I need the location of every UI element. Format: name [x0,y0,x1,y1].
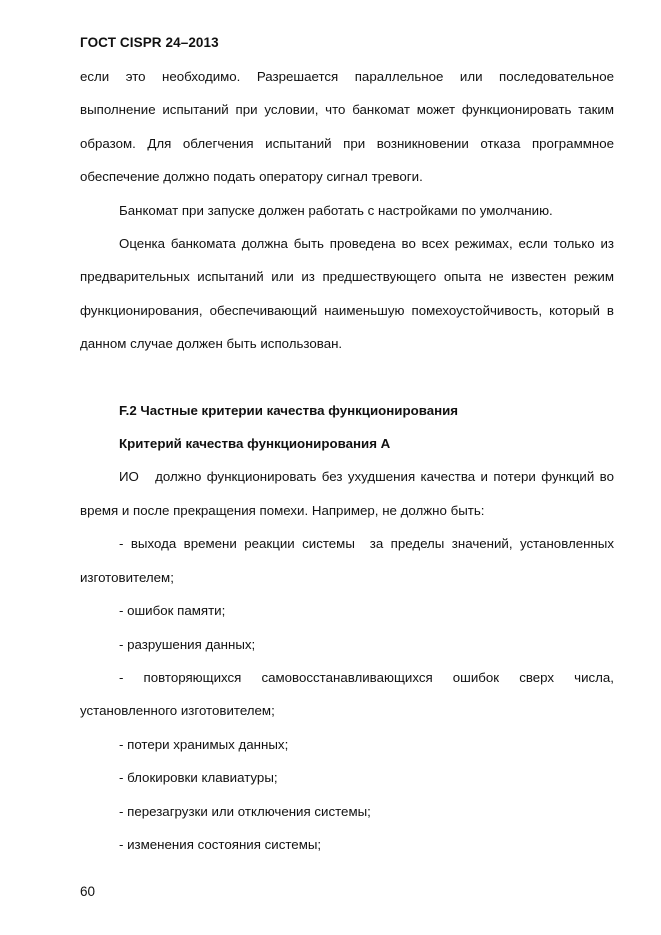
section-spacer [80,361,614,394]
list-item: - ошибок памяти; [119,603,226,619]
section-heading: F.2 Частные критерии качества функционирования [119,402,459,418]
list-item: - потери хранимых данных; [119,736,289,752]
paragraph-evaluation: Оценка банкомата должна быть проведена во всех режимах, если только из предварительных испытаний или из предшествующего опыта не известен режим функционирования, обеспечивающий наименьшую помехоустойчивость, который в данном случае должен быть использован. [80,236,614,352]
page-number: 60 [80,884,96,899]
paragraph-continuation: если это необходимо. Разрешается параллельное или последовательное выполнение испытаний при условии, что банкомат может функционировать таким образом. Для облегчения испытаний при возникновении отказа программное обеспечение должно подать оператору сигнал тревоги. [80,69,614,185]
section-subheading: Критерий качества функционирования А [119,436,391,452]
list-item: - разрушения данных; [119,636,256,652]
list-item: - повторяющихся самовосстанавливающихся ошибок сверх числа, установленного изготовителем; [80,669,614,719]
criteria-intro: ИО должно функционировать без ухудшения качества и потери функций во время и после прекращения помехи. Например, не должно быть: [80,469,618,518]
list-item: - выхода времени реакции системы за пределы значений, установленных изготовителем; [80,536,618,585]
document-header: ГОСТ CISPR 24–2013 [80,35,219,50]
list-item: - блокировки клавиатуры; [119,770,278,786]
list-item: - изменения состояния системы; [119,836,322,852]
page-body [80,60,618,861]
paragraph-default-settings: Банкомат при запуске должен работать с настройками по умолчанию. [119,202,553,218]
list-item: - перезагрузки или отключения системы; [119,803,371,819]
